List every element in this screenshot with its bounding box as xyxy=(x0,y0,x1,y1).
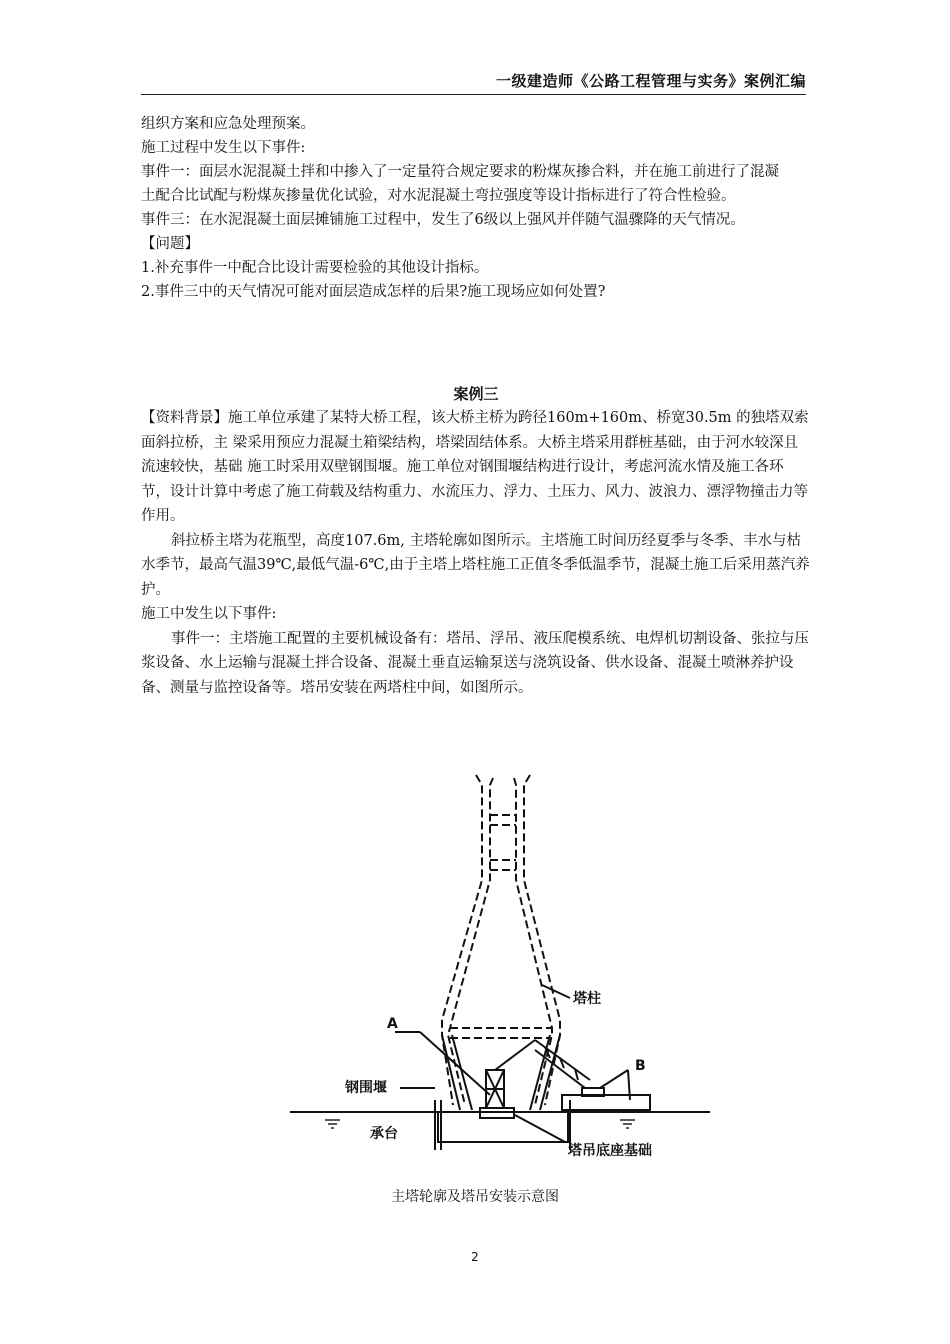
text-line: 【问题】 xyxy=(141,236,199,252)
figure-caption: 主塔轮廓及塔吊安装示意图 xyxy=(391,1189,559,1205)
section-title: 案例三 xyxy=(453,385,499,403)
label-tower-column: 塔柱 xyxy=(573,991,601,1007)
floating-barge xyxy=(562,1088,650,1112)
page-number: 2 xyxy=(471,1250,479,1264)
label-crane-base: 塔吊底座基础 xyxy=(568,1143,652,1159)
paragraph: 斜拉桥主塔为花瓶型，高度107.6m, 主塔轮廓如图所示。主塔施工时间历经夏季与冬季、丰水与枯水季节，最高气温39℃,最低气温-6℃,由于主塔上塔柱施工正值冬季低温季节，混凝土施工后采用蒸汽养护。 xyxy=(141,532,810,598)
text-line: 事件三：在水泥混凝土面层摊铺施工过程中，发生了6级以上强风并伴随气温骤降的天气情况。 xyxy=(141,212,745,228)
leader-tower-column xyxy=(542,985,570,998)
paragraph: 事件一：主塔施工配置的主要机械设备有：塔吊、浮吊、液压爬模系统、电焊机切割设备、张拉与压浆设备、水上运输与混凝土拌合设备、混凝土垂直运输泵送与浇筑设备、供水设备、混凝土喷淋养护设备、测量与监控设备等。塔吊安装在两塔柱中间，如图所示。 xyxy=(141,630,809,696)
tower-diagram xyxy=(290,770,710,1170)
case3-text xyxy=(141,406,811,700)
label-a: A xyxy=(387,1016,398,1032)
leader-b xyxy=(600,1070,628,1088)
label-b: B xyxy=(635,1058,646,1074)
text-line: 2.事件三中的天气情况可能对面层造成怎样的后果?施工现场应如何处置? xyxy=(141,284,606,300)
header-title: 一级建造师《公路工程管理与实务》案例汇编 xyxy=(495,72,806,90)
label-pile-cap: 承台 xyxy=(370,1126,398,1142)
leader-crane-base xyxy=(515,1115,565,1142)
text-line: 1.补充事件一中配合比设计需要检验的其他设计指标。 xyxy=(141,260,489,276)
text-line: 施工过程中发生以下事件: xyxy=(141,140,306,156)
paragraph: 施工中发生以下事件: xyxy=(141,606,277,622)
pile-cap xyxy=(438,1112,568,1142)
label-cofferdam: 钢围堰 xyxy=(345,1080,387,1096)
text-line: 土配合比试配与粉煤灰掺量优化试验，对水泥混凝土弯拉强度等设计指标进行了符合性检验。 xyxy=(141,188,736,204)
text-line: 事件一：面层水泥混凝土拌和中掺入了一定量符合规定要求的粉煤灰掺合料，并在施工前进行了混凝 xyxy=(141,164,779,180)
background-paragraph: 【资料背景】施工单位承建了某特大桥工程，该大桥主桥为跨径160m+160m、桥宽30.5m 的独塔双索面斜拉桥，主 梁采用预应力混凝土箱梁结构，塔梁固结体系。大桥主塔采用群桩基础，由于河水较深且流速较快，基础 施工时采用双壁钢围堰。施工单位对钢围堰结构进行设计，考虑河流水情及施工各环节，设计计算中考虑了施工荷载及结构重力、水流压力、浮力、土压力、风力、波浪力、漂浮物撞击力等作用。 xyxy=(141,410,809,524)
page-header xyxy=(141,70,806,95)
part1-text xyxy=(141,112,811,304)
text-line: 组织方案和应急处理预案。 xyxy=(141,116,315,132)
